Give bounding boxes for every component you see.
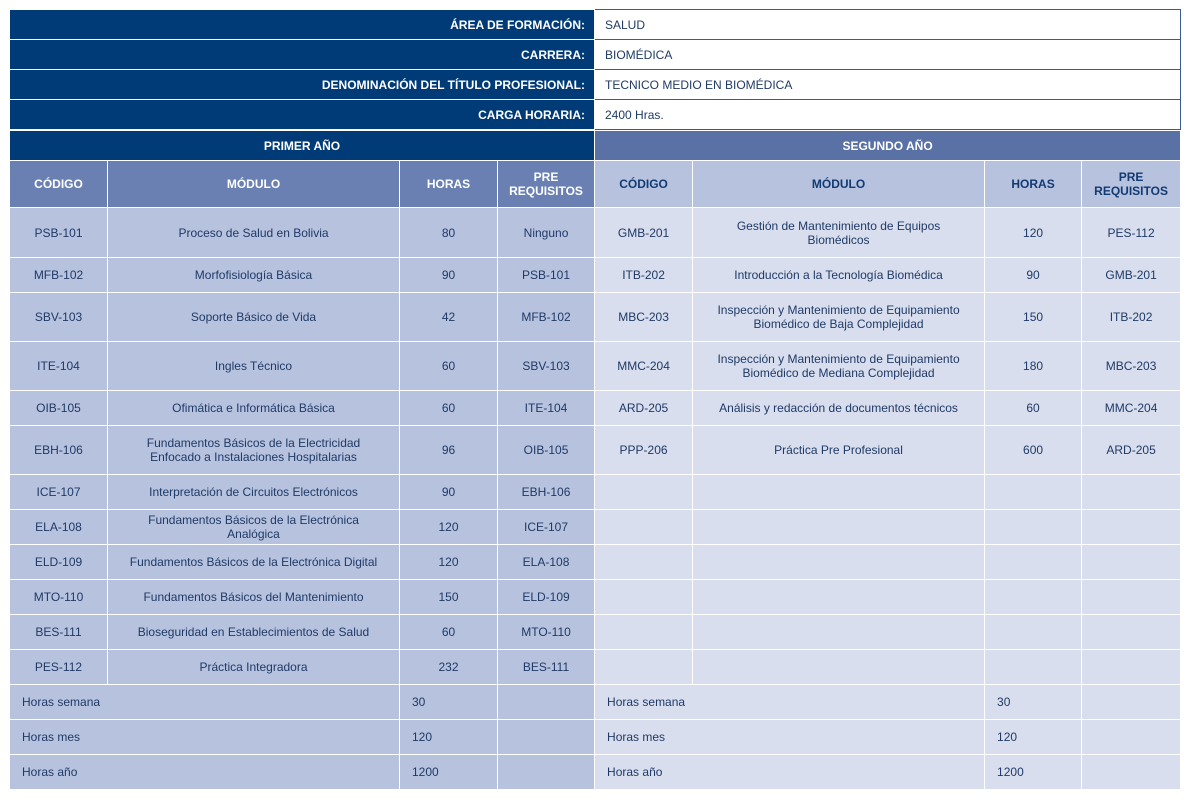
second-year-module-cell: Análisis y redacción de documentos técnicos xyxy=(693,391,985,426)
first-year-prereq-cell: Ninguno xyxy=(498,208,595,258)
prereq-header-line1: PRE xyxy=(533,170,559,184)
first-summary-empty xyxy=(498,685,595,720)
first-year-prereq-cell: OIB-105 xyxy=(498,426,595,475)
first-year-module-cell: Interpretación de Circuitos Electrónicos xyxy=(108,475,400,510)
second-year-hours-cell: 600 xyxy=(985,426,1082,475)
first-year-module-cell: Morfofisiología Básica xyxy=(108,258,400,293)
header-row xyxy=(10,40,1181,70)
second-year-hours-cell: 150 xyxy=(985,293,1082,342)
second-year-module-cell xyxy=(693,580,985,615)
first-year-prereq-cell: BES-111 xyxy=(498,650,595,685)
first-year-prereq-cell: MTO-110 xyxy=(498,615,595,650)
first-year-code-cell: OIB-105 xyxy=(10,391,108,426)
second-year-code-cell xyxy=(595,650,693,685)
curriculum-table xyxy=(9,130,1181,790)
second-year-code-cell xyxy=(595,510,693,545)
curriculum-body xyxy=(10,208,1181,790)
first-year-module-cell: Proceso de Salud en Bolivia xyxy=(108,208,400,258)
first-year-prereq-cell: EBH-106 xyxy=(498,475,595,510)
first-summary-empty xyxy=(498,720,595,755)
col-prereq-header xyxy=(498,161,595,208)
header-label: ÁREA DE FORMACIÓN: xyxy=(10,10,595,40)
first-year-hours-cell: 120 xyxy=(400,545,498,580)
prereq-header-line2: REQUISITOS xyxy=(509,184,583,198)
first-year-prereq-cell: PSB-101 xyxy=(498,258,595,293)
first-year-hours-cell: 60 xyxy=(400,342,498,391)
second-year-hours-cell xyxy=(985,615,1082,650)
first-summary-value: 1200 xyxy=(400,755,498,790)
header-value: BIOMÉDICA xyxy=(595,40,1181,70)
first-year-code-cell: MFB-102 xyxy=(10,258,108,293)
second-year-module-cell: Inspección y Mantenimiento de Equipamiento Biomédico de Baja Complejidad xyxy=(693,293,985,342)
first-year-code-cell: MTO-110 xyxy=(10,580,108,615)
col-prereq-header xyxy=(1082,161,1181,208)
prereq-header-line1: PRE xyxy=(1118,170,1144,184)
summary-row xyxy=(10,685,1181,720)
first-year-hours-cell: 232 xyxy=(400,650,498,685)
second-year-hours-cell xyxy=(985,580,1082,615)
col-hours-header: HORAS xyxy=(400,161,498,208)
second-year-code-cell xyxy=(595,580,693,615)
second-year-code-cell: PPP-206 xyxy=(595,426,693,475)
second-year-prereq-cell: MBC-203 xyxy=(1082,342,1181,391)
first-year-module-cell: Ingles Técnico xyxy=(108,342,400,391)
summary-row xyxy=(10,755,1181,790)
second-summary-label: Horas año xyxy=(595,755,985,790)
second-year-hours-cell xyxy=(985,475,1082,510)
first-year-module-cell: Fundamentos Básicos del Mantenimiento xyxy=(108,580,400,615)
second-year-prereq-cell xyxy=(1082,615,1181,650)
second-year-prereq-cell xyxy=(1082,510,1181,545)
table-row xyxy=(10,426,1181,475)
first-year-hours-cell: 90 xyxy=(400,475,498,510)
header-table xyxy=(9,9,1181,130)
col-code-header: CÓDIGO xyxy=(10,161,108,208)
second-year-module-cell xyxy=(693,545,985,580)
prereq-header-line2: REQUISITOS xyxy=(1094,184,1168,198)
first-year-code-cell: PSB-101 xyxy=(10,208,108,258)
first-summary-label: Horas semana xyxy=(10,685,400,720)
second-year-module-cell: Práctica Pre Profesional xyxy=(693,426,985,475)
second-year-prereq-cell: GMB-201 xyxy=(1082,258,1181,293)
first-year-prereq-cell: ICE-107 xyxy=(498,510,595,545)
second-summary-empty xyxy=(1082,755,1181,790)
second-year-hours-cell: 120 xyxy=(985,208,1082,258)
second-year-code-cell: MBC-203 xyxy=(595,293,693,342)
second-year-code-cell xyxy=(595,475,693,510)
first-summary-label: Horas mes xyxy=(10,720,400,755)
second-year-module-cell xyxy=(693,510,985,545)
first-year-module-cell: Soporte Básico de Vida xyxy=(108,293,400,342)
first-year-hours-cell: 60 xyxy=(400,391,498,426)
second-year-module-cell: Introducción a la Tecnología Biomédica xyxy=(693,258,985,293)
second-summary-value: 1200 xyxy=(985,755,1082,790)
first-year-code-cell: PES-112 xyxy=(10,650,108,685)
first-year-code-cell: BES-111 xyxy=(10,615,108,650)
header-label: DENOMINACIÓN DEL TÍTULO PROFESIONAL: xyxy=(10,70,595,100)
second-year-prereq-cell xyxy=(1082,475,1181,510)
table-row xyxy=(10,615,1181,650)
first-year-code-cell: ITE-104 xyxy=(10,342,108,391)
first-year-module-cell: Fundamentos Básicos de la Electricidad Enfocado a Instalaciones Hospitalarias xyxy=(108,426,400,475)
second-year-module-cell xyxy=(693,615,985,650)
first-year-prereq-cell: ELD-109 xyxy=(498,580,595,615)
first-year-code-cell: SBV-103 xyxy=(10,293,108,342)
first-year-hours-cell: 42 xyxy=(400,293,498,342)
first-year-module-cell: Bioseguridad en Establecimientos de Salud xyxy=(108,615,400,650)
first-year-prereq-cell: ITE-104 xyxy=(498,391,595,426)
second-summary-empty xyxy=(1082,685,1181,720)
summary-row xyxy=(10,720,1181,755)
first-year-code-cell: ICE-107 xyxy=(10,475,108,510)
first-year-hours-cell: 80 xyxy=(400,208,498,258)
header-value: TECNICO MEDIO EN BIOMÉDICA xyxy=(595,70,1181,100)
table-row xyxy=(10,545,1181,580)
column-header-row xyxy=(10,161,1181,208)
second-year-module-cell: Inspección y Mantenimiento de Equipamiento Biomédico de Mediana Complejidad xyxy=(693,342,985,391)
second-summary-value: 120 xyxy=(985,720,1082,755)
header-value: SALUD xyxy=(595,10,1181,40)
second-year-prereq-cell xyxy=(1082,650,1181,685)
first-year-prereq-cell: MFB-102 xyxy=(498,293,595,342)
second-summary-value: 30 xyxy=(985,685,1082,720)
second-summary-label: Horas semana xyxy=(595,685,985,720)
col-module-header: MÓDULO xyxy=(693,161,985,208)
first-year-hours-cell: 96 xyxy=(400,426,498,475)
second-summary-empty xyxy=(1082,720,1181,755)
table-row xyxy=(10,208,1181,258)
first-year-code-cell: EBH-106 xyxy=(10,426,108,475)
first-year-module-cell: Práctica Integradora xyxy=(108,650,400,685)
table-row xyxy=(10,580,1181,615)
second-year-module-cell xyxy=(693,475,985,510)
second-year-prereq-cell xyxy=(1082,580,1181,615)
second-year-code-cell: ARD-205 xyxy=(595,391,693,426)
col-code-header: CÓDIGO xyxy=(595,161,693,208)
second-year-title: SEGUNDO AÑO xyxy=(595,131,1181,161)
first-year-title: PRIMER AÑO xyxy=(10,131,595,161)
first-summary-empty xyxy=(498,755,595,790)
table-row xyxy=(10,293,1181,342)
first-year-module-cell: Fundamentos Básicos de la Electrónica Analógica xyxy=(108,510,400,545)
table-row xyxy=(10,475,1181,510)
header-label: CARRERA: xyxy=(10,40,595,70)
second-year-hours-cell xyxy=(985,510,1082,545)
first-summary-label: Horas año xyxy=(10,755,400,790)
header-row xyxy=(10,10,1181,40)
header-row xyxy=(10,100,1181,130)
second-year-hours-cell: 60 xyxy=(985,391,1082,426)
second-year-code-cell: ITB-202 xyxy=(595,258,693,293)
second-year-prereq-cell: PES-112 xyxy=(1082,208,1181,258)
second-year-module-cell xyxy=(693,650,985,685)
first-year-hours-cell: 60 xyxy=(400,615,498,650)
first-summary-value: 30 xyxy=(400,685,498,720)
header-row xyxy=(10,70,1181,100)
first-year-hours-cell: 150 xyxy=(400,580,498,615)
year-header-row xyxy=(10,131,1181,161)
second-year-module-cell: Gestión de Mantenimiento de Equipos Biomédicos xyxy=(693,208,985,258)
second-year-hours-cell: 90 xyxy=(985,258,1082,293)
table-row xyxy=(10,391,1181,426)
second-year-prereq-cell: MMC-204 xyxy=(1082,391,1181,426)
second-year-prereq-cell: ITB-202 xyxy=(1082,293,1181,342)
first-year-code-cell: ELA-108 xyxy=(10,510,108,545)
first-year-hours-cell: 90 xyxy=(400,258,498,293)
first-year-module-cell: Ofimática e Informática Básica xyxy=(108,391,400,426)
second-year-code-cell xyxy=(595,615,693,650)
first-year-hours-cell: 120 xyxy=(400,510,498,545)
second-year-hours-cell xyxy=(985,650,1082,685)
table-row xyxy=(10,342,1181,391)
second-year-prereq-cell xyxy=(1082,545,1181,580)
header-value: 2400 Hras. xyxy=(595,100,1181,130)
second-year-prereq-cell: ARD-205 xyxy=(1082,426,1181,475)
second-year-code-cell: MMC-204 xyxy=(595,342,693,391)
first-year-module-cell: Fundamentos Básicos de la Electrónica Digital xyxy=(108,545,400,580)
second-summary-label: Horas mes xyxy=(595,720,985,755)
table-row xyxy=(10,258,1181,293)
second-year-code-cell: GMB-201 xyxy=(595,208,693,258)
first-year-prereq-cell: SBV-103 xyxy=(498,342,595,391)
table-row xyxy=(10,650,1181,685)
first-year-prereq-cell: ELA-108 xyxy=(498,545,595,580)
col-module-header: MÓDULO xyxy=(108,161,400,208)
second-year-hours-cell xyxy=(985,545,1082,580)
second-year-hours-cell: 180 xyxy=(985,342,1082,391)
second-year-code-cell xyxy=(595,545,693,580)
table-row xyxy=(10,510,1181,545)
header-label: CARGA HORARIA: xyxy=(10,100,595,130)
first-year-code-cell: ELD-109 xyxy=(10,545,108,580)
col-hours-header: HORAS xyxy=(985,161,1082,208)
first-summary-value: 120 xyxy=(400,720,498,755)
